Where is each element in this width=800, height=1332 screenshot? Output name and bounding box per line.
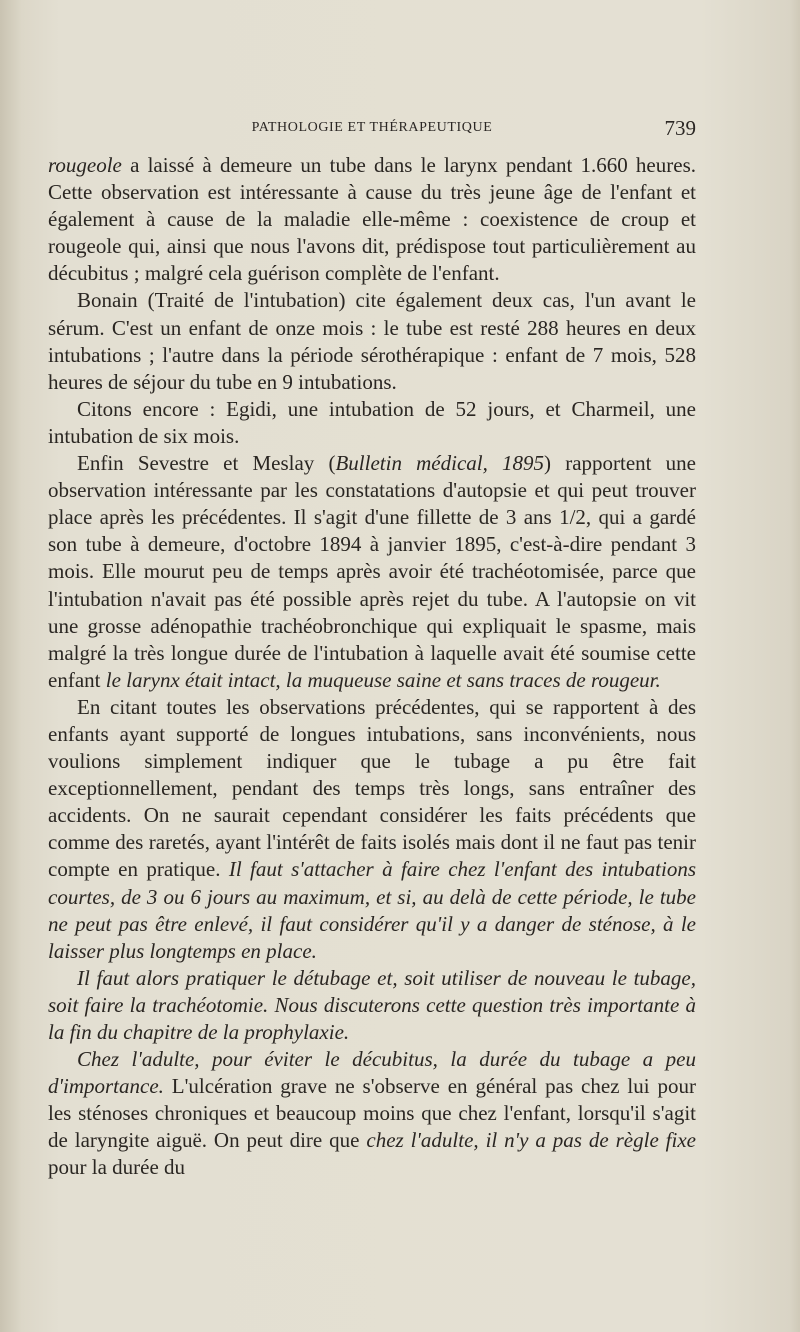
- paragraph: [48, 694, 696, 965]
- text-run: En citant toutes les observations précédentes, qui se rapportent à des enfants ayant supporté de longues intubations, sans inconvénients, nous voulions simplement indiquer que le tubage a pu être fait exceptionnellement, pendant des temps très longs, sans entraîner des accidents. On ne saurait cependant considérer les faits précédents que comme des raretés, ayant l'intérêt de faits isolés mais dont il ne faut pas tenir compte en pratique.: [48, 694, 696, 882]
- italic-text-run: chez l'adulte, il n'y a pas de règle fixe: [366, 1128, 696, 1153]
- italic-text-run: Bulletin médical, 1895: [335, 451, 545, 476]
- italic-text-run: le larynx était intact, la muqueuse saine et sans traces de rougeur.: [105, 667, 661, 692]
- paragraph: [48, 287, 696, 395]
- text-run: ) rapportent une observation intéressante par les constatations d'autopsie et qui peut trouver place après les précédentes. Il s'agit d'une fillette de 3 ans 1/2, qui a gardé son tube à demeure, d'octobre 1894 à janvier 1895, c'est-à-dire pendant 3 mois. Elle mourut peu de temps après avoir été trachéotomisée, parce que l'intubation n'avait pas été possible après rejet du tube. A l'autopsie on vit une grosse adénopathie trachéobronchique qui expliquait le spasme, mais malgré la très longue durée de l'intubation à laquelle avait été soumise cette enfant: [48, 451, 696, 692]
- paragraph: [48, 152, 696, 287]
- text-run: Enfin Sevestre et Meslay (: [77, 451, 336, 476]
- running-title: PATHOLOGIE ET THÉRAPEUTIQUE: [251, 120, 493, 135]
- running-head: [48, 116, 696, 140]
- body-text: [48, 152, 696, 1182]
- italic-text-run: Il faut s'attacher à faire chez l'enfant des intubations courtes, de 3 ou 6 jours au maximum, et si, au delà de cette période, le tube ne peut pas être enlevé, il faut considérer qu'il y a danger de sténose, à le laisser plus longtemps en place.: [48, 857, 696, 963]
- paragraph: [48, 1046, 696, 1181]
- italic-text-run: Il faut alors pratiquer le détubage et, soit utiliser de nouveau le tubage, soit faire la trachéotomie. Nous discuterons cette question très importante à la fin du chapitre de la prophylaxie.: [48, 965, 696, 1044]
- text-run: L'ulcération grave ne s'observe en général pas chez lui pour les sténoses chroniques et beaucoup moins que chez l'enfant, lorsqu'il s'agit de laryngite aiguë. On peut dire que: [48, 1074, 696, 1153]
- text-run: pour la durée du: [48, 1155, 186, 1180]
- paragraph: [48, 396, 696, 450]
- text-run: Bonain (Traité de l'intubation) cite également deux cas, l'un avant le sérum. C'est un enfant de onze mois : le tube est resté 288 heures en deux intubations ; l'autre dans la période sérothérapique : enfant de 7 mois, 528 heures de séjour du tube en 9 intubations.: [48, 288, 696, 394]
- paragraph: [48, 450, 696, 694]
- italic-text-run: Chez l'adulte, pour éviter le décubitus, la durée du tubage a peu d'importance.: [48, 1047, 696, 1099]
- text-run: a laissé à demeure un tube dans le larynx pendant 1.660 heures. Cette observation est intéressante à cause du très jeune âge de l'enfant et également à cause de la maladie elle-même : coexistence de croup et rougeole qui, ainsi que nous l'avons dit, prédispose tout particulièrement au décubitus ; malgré cela guérison complète de l'enfant.: [48, 153, 696, 286]
- text-run: Citons encore : Egidi, une intubation de 52 jours, et Charmeil, une intubation de six mois.: [48, 396, 696, 448]
- italic-text-run: rougeole: [48, 153, 122, 177]
- paragraph: [48, 965, 696, 1046]
- page-number: 739: [664, 116, 696, 140]
